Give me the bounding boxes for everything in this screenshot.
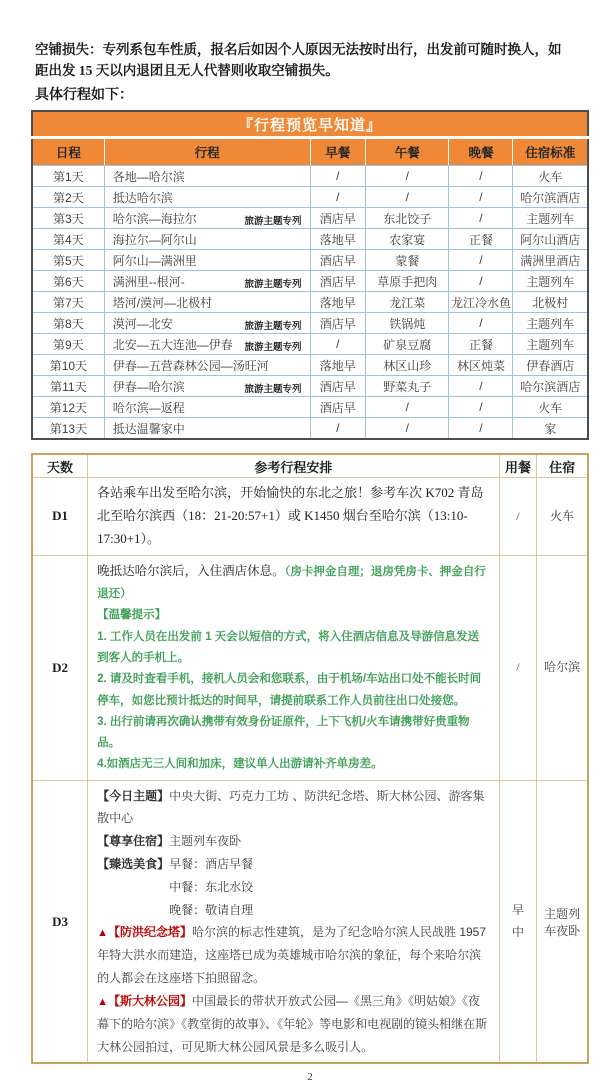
d2-lodging-cell: 哈尔滨 [537, 555, 588, 780]
route-cell [104, 397, 310, 418]
route-text: 伊春—哈尔滨 [112, 379, 185, 394]
breakfast-cell: / [310, 166, 366, 187]
d1-content-cell [88, 478, 499, 555]
dinner-cell: / [449, 208, 513, 229]
table-title-row [32, 111, 588, 138]
d3-lodging-cell: 主题列车夜卧 [537, 780, 588, 1063]
route-text: 抵达温馨家中 [112, 421, 185, 436]
route-text: 塔河/漠河—北极村 [112, 295, 213, 310]
header-reference-itinerary: 参考行程安排 [88, 454, 499, 478]
table-row [32, 271, 588, 292]
spot-name: 【防洪纪念塔】 [107, 925, 192, 940]
route-cell [104, 355, 310, 376]
theme-train-tag: 旅游主题专列 [244, 383, 302, 395]
theme-train-tag [302, 399, 310, 402]
breakfast-cell: / [310, 418, 366, 439]
table-row [32, 313, 588, 334]
lodging-cell: 阿尔山酒店 [513, 229, 588, 250]
d1-meals-cell: / [499, 478, 537, 555]
lodging-cell: 主题列车 [513, 334, 588, 355]
route-text: 满洲里--根河- [112, 274, 185, 289]
dinner-cell: / [449, 187, 513, 208]
tip-item: 3. 出行前请再次确认携带有效身份证原件，上下飞机/火车请携带好贵重物品。 [97, 715, 470, 750]
dinner-cell: 龙江冷水鱼 [449, 292, 513, 313]
table-row [32, 187, 588, 208]
route-text: 哈尔滨—返程 [112, 400, 185, 415]
lunch-cell: 矿泉豆腐 [366, 334, 449, 355]
dinner-cell: 正餐 [449, 334, 513, 355]
lunch-cell: 草原手把肉 [366, 271, 449, 292]
dinner-cell: / [449, 313, 513, 334]
lodging-cell: 家 [513, 418, 588, 439]
day-cell: 第10天 [32, 355, 104, 376]
dinner-cell: / [449, 376, 513, 397]
dinner-cell: / [449, 271, 513, 292]
breakfast-cell: 酒店早 [310, 250, 366, 271]
table-title: 『行程预览早知道』 [32, 111, 588, 138]
route-text: 哈尔滨—海拉尔 [112, 211, 197, 226]
route-cell [104, 292, 310, 313]
day-cell: 第7天 [32, 292, 104, 313]
lodging-cell: 主题列车 [513, 271, 588, 292]
lodging-cell: 哈尔滨酒店 [513, 187, 588, 208]
table-row [32, 397, 588, 418]
spot-name: 【斯大林公园】 [107, 993, 192, 1008]
detail-itinerary-table [31, 453, 589, 1065]
day-number: D2 [32, 555, 88, 780]
header-lodging: 住宿标准 [513, 138, 588, 166]
route-text: 北安—五大连池—伊春 [112, 337, 233, 352]
theme-train-tag [302, 357, 310, 360]
theme-train-tag [302, 189, 310, 192]
d2-content-cell [88, 555, 499, 780]
breakfast-cell: / [310, 334, 366, 355]
d2-arrival-text: 晚抵达哈尔滨后，入住酒店休息。 [97, 563, 285, 578]
tip-item: 2. 请及时查看手机，接机人员会和您联系，由于机场/车站出口处不能长时间停车，如您比预计抵达的时间早，请提前联系工作人员前往出口处接您。 [97, 673, 482, 707]
route-cell [104, 271, 310, 292]
today-theme-text: 中央大街、巧克力工坊 、防洪纪念塔、斯大林公园、游客集散中心 [97, 788, 485, 826]
route-cell [104, 229, 310, 250]
route-text: 阿尔山—满洲里 [112, 253, 197, 268]
route-text: 各地—哈尔滨 [112, 169, 185, 184]
theme-train-tag: 旅游主题专列 [244, 215, 302, 227]
table-row [32, 355, 588, 376]
lodging-cell: 主题列车 [513, 313, 588, 334]
spot-stalin-park [97, 990, 489, 1058]
d3-content-cell [88, 780, 499, 1063]
triangle-marker-icon: ▲ [97, 927, 108, 940]
day-cell: 第1天 [32, 166, 104, 187]
breakfast-cell: 落地早 [310, 229, 366, 250]
route-cell [104, 418, 310, 439]
table-header-row [32, 138, 588, 166]
lunch-cell: 蒙餐 [366, 250, 449, 271]
breakfast-cell: 酒店早 [310, 313, 366, 334]
header-breakfast: 早餐 [310, 138, 366, 166]
lunch-cell: 农家宴 [366, 229, 449, 250]
route-cell [104, 208, 310, 229]
detail-row-d3 [32, 780, 588, 1063]
d1-lodging-cell: 火车 [537, 478, 588, 555]
lodging-cell: 北极村 [513, 292, 588, 313]
day-cell: 第3天 [32, 208, 104, 229]
lunch-cell: 龙江菜 [366, 292, 449, 313]
header-dinner: 晚餐 [449, 138, 513, 166]
breakfast-cell: / [310, 187, 366, 208]
tips-title: 【温馨提示】 [97, 608, 167, 621]
day-cell: 第2天 [32, 187, 104, 208]
dinner-cell: / [449, 397, 513, 418]
lunch-cell: 野菜丸子 [366, 376, 449, 397]
route-cell [104, 187, 310, 208]
table-row [32, 418, 588, 439]
day-cell: 第9天 [32, 334, 104, 355]
dinner-cell: / [449, 418, 513, 439]
breakfast-cell: 酒店早 [310, 397, 366, 418]
header-day-count: 天数 [32, 454, 88, 478]
day-number: D3 [32, 780, 88, 1063]
day-cell: 第12天 [32, 397, 104, 418]
theme-train-tag: 旅游主题专列 [244, 341, 302, 353]
theme-train-tag [302, 294, 310, 297]
spot-description: 哈尔滨的标志性建筑，是为了纪念哈尔滨人民战胜 1957 年特大洪水而建造，这座塔已成为英雄城市哈尔滨的象征，每个来哈尔滨的人都会在这座塔下拍照留念。 [97, 925, 487, 986]
d2-meals-cell: / [499, 555, 537, 780]
lunch-cell: / [366, 397, 449, 418]
detail-header-row [32, 454, 588, 478]
theme-train-tag [302, 252, 310, 255]
d2-arrival-line [97, 560, 489, 605]
table-row [32, 250, 588, 271]
lunch-cell: 东北饺子 [366, 208, 449, 229]
day-cell: 第4天 [32, 229, 104, 250]
d3-food-line [97, 853, 489, 876]
breakfast-cell: 酒店早 [310, 271, 366, 292]
header-lunch: 午餐 [366, 138, 449, 166]
lunch-cell: / [366, 166, 449, 187]
d2-deposit-note: （房卡押金自理；退房凭房卡、押金自行退还） [97, 565, 486, 601]
theme-train-tag [302, 420, 310, 423]
theme-train-tag: 旅游主题专列 [244, 278, 302, 290]
premium-stay-text: 主题列车夜卧 [169, 834, 242, 849]
lodging-cell: 伊春酒店 [513, 355, 588, 376]
empty-berth-notice: 空铺损失：专列系包车性质，报名后如因个人原因无法按时出行，出发前可随时换人，如距出发 15 天以内退团且无人代替则收取空铺损失。 [35, 42, 562, 78]
dinner-cell: / [449, 166, 513, 187]
day-cell: 第5天 [32, 250, 104, 271]
table-row [32, 166, 588, 187]
route-text: 抵达哈尔滨 [112, 190, 173, 205]
today-theme-label: 【今日主题】 [97, 788, 170, 803]
itinerary-subtitle: 具体行程如下： [35, 87, 133, 103]
day-cell: 第13天 [32, 418, 104, 439]
d3-meals-cell [499, 780, 537, 1063]
lunch-cell: 铁锅炖 [366, 313, 449, 334]
d1-description: 各站乘车出发至哈尔滨，开始愉快的东北之旅！参考车次 K702 青岛北至哈尔滨西（18：21-20:57+1）或 K1450 烟台至哈尔滨（13:10-17:30+1）。 [97, 485, 484, 546]
lunch-cell: 林区山珍 [366, 355, 449, 376]
lodging-cell: 满洲里酒店 [513, 250, 588, 271]
spot-description: 中国最长的带状开放式公园—《黑三角》《明姑娘》《夜幕下的哈尔滨》《教堂街的故事》、《年轮》等电影和电视剧的镜头相继在斯大林公园拍过，可见斯大林公园风景是多么吸引人。 [97, 993, 488, 1054]
header-stay: 住宿 [537, 454, 588, 478]
header-day: 日程 [32, 138, 104, 166]
tip-item: 1. 工作人员在出发前 1 天会以短信的方式，将入住酒店信息及导游信息发送到客人的手机上。 [97, 630, 480, 665]
itinerary-preview-table [31, 110, 589, 440]
dinner-line: 晚餐：敬请自理 [169, 902, 254, 917]
lodging-cell: 火车 [513, 166, 588, 187]
lodging-cell: 火车 [513, 397, 588, 418]
table-row [32, 292, 588, 313]
breakfast-cell: 酒店早 [310, 208, 366, 229]
premium-stay-label: 【尊享住宿】 [97, 834, 170, 849]
route-cell [104, 166, 310, 187]
d3-theme-line [97, 785, 489, 831]
breakfast-line: 早餐：酒店早餐 [169, 857, 254, 872]
meal-lunch: 中 [511, 924, 524, 939]
table-row [32, 334, 588, 355]
triangle-marker-icon: ▲ [97, 995, 108, 1008]
route-cell [104, 313, 310, 334]
route-cell [104, 376, 310, 397]
meal-breakfast: 早 [511, 902, 524, 917]
lunch-cell: / [366, 187, 449, 208]
dinner-cell: 正餐 [449, 229, 513, 250]
dinner-cell: 林区炖菜 [449, 355, 513, 376]
theme-train-tag: 旅游主题专列 [244, 320, 302, 332]
breakfast-cell: 酒店早 [310, 376, 366, 397]
table-row [32, 229, 588, 250]
dinner-cell: / [449, 250, 513, 271]
route-text: 漠河—北安 [112, 316, 173, 331]
route-text: 伊春—五营森林公园—汤旺河 [112, 358, 269, 373]
route-cell [104, 250, 310, 271]
lodging-cell: 哈尔滨酒店 [513, 376, 588, 397]
selected-food-label: 【臻选美食】 [97, 857, 170, 872]
lunch-line: 中餐：东北水饺 [169, 879, 254, 894]
d3-lodging-line [97, 830, 489, 853]
spot-flood-memorial [97, 921, 489, 989]
detail-row-d2 [32, 555, 588, 780]
route-cell [104, 334, 310, 355]
lunch-cell: / [366, 418, 449, 439]
tip-item: 4.如酒店无三人间和加床，建议单人出游请补齐单房差。 [97, 758, 383, 771]
day-cell: 第6天 [32, 271, 104, 292]
table-row [32, 208, 588, 229]
breakfast-cell: 落地早 [310, 355, 366, 376]
theme-train-tag [302, 231, 310, 234]
detail-row-d1 [32, 478, 588, 555]
page-number: 2 [307, 1071, 313, 1083]
theme-train-tag [302, 168, 310, 171]
breakfast-cell: 落地早 [310, 292, 366, 313]
route-text: 海拉尔—阿尔山 [112, 232, 197, 247]
header-meals: 用餐 [499, 454, 537, 478]
lodging-cell: 主题列车 [513, 208, 588, 229]
header-route: 行程 [104, 138, 310, 166]
day-cell: 第11天 [32, 376, 104, 397]
day-cell: 第8天 [32, 313, 104, 334]
day-number: D1 [32, 478, 88, 555]
table-row [32, 376, 588, 397]
